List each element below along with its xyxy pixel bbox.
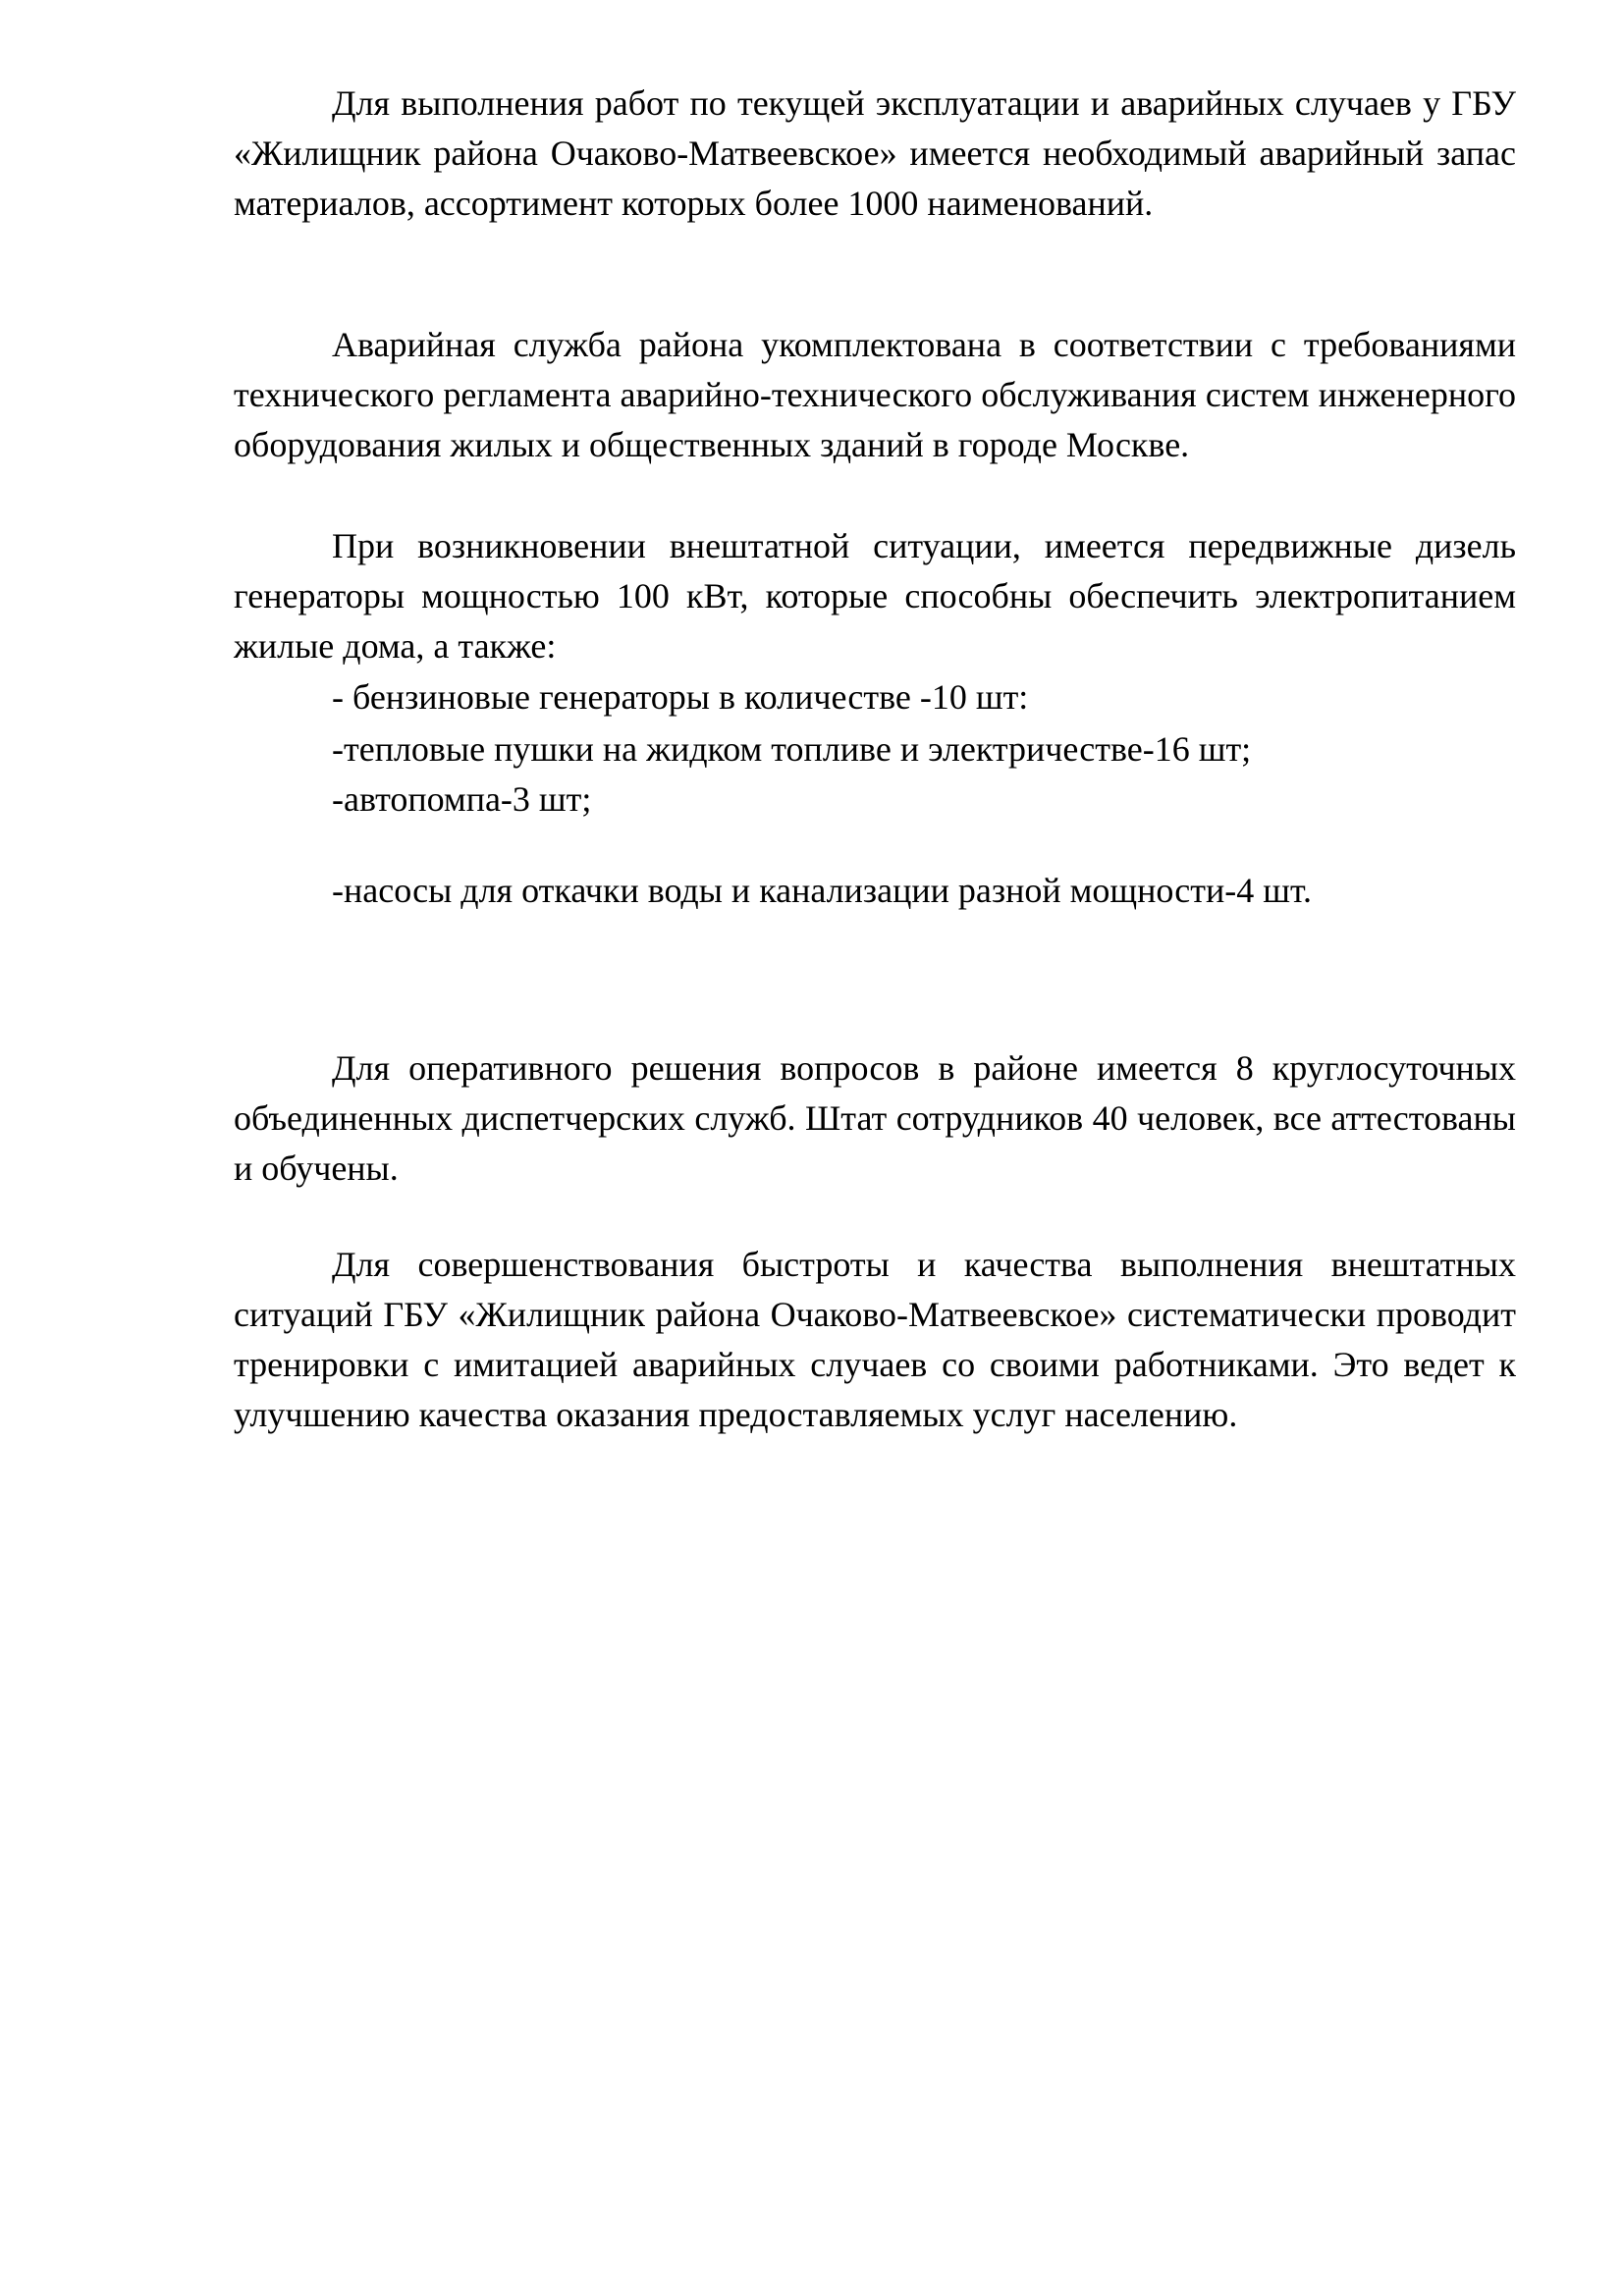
list-item-water-pumps: -насосы для откачки воды и канализации разной мощности-4 шт. [332, 871, 1313, 910]
list-item-heat-guns: -тепловые пушки на жидком топливе и электричестве-16 шт; [332, 729, 1252, 769]
list-item-motor-pump: -автопомпа-3 шт; [332, 779, 592, 819]
list-item-petrol-generators: - бензиновые генераторы в количестве -10 шт: [332, 677, 1029, 717]
paragraph-emergency-stock: Для выполнения работ по текущей эксплуатации и аварийных случаев у ГБУ «Жилищник района Очаково-Матвеевское» имеется необходимый аварийный запас материалов, ассортимент которых более 1000 наименований. [234, 83, 1516, 223]
paragraph-emergency-service: Аварийная служба района укомплектована в соответствии с требованиями технического регламента аварийно-технического обслуживания систем инженерного оборудования жилых и общественных зданий в городе Москве. [234, 325, 1516, 464]
paragraph-diesel-generators: При возникновении внештатной ситуации, имеется передвижные дизель генераторы мощностью 100 кВт, которые способны обеспечить электропитанием жилые дома, а также: [234, 526, 1516, 666]
paragraph-dispatch-services: Для оперативного решения вопросов в районе имеется 8 круглосуточных объединенных диспетчерских служб. Штат сотрудников 40 человек, все аттестованы и обучены. [234, 1048, 1516, 1188]
paragraph-training: Для совершенствования быстроты и качества выполнения внештатных ситуаций ГБУ «Жилищник района Очаково-Матвеевское» систематически проводит тренировки с имитацией аварийных случаев со своими работниками. Это ведет к улучшению качества оказания предоставляемых услуг населению. [234, 1245, 1516, 1434]
